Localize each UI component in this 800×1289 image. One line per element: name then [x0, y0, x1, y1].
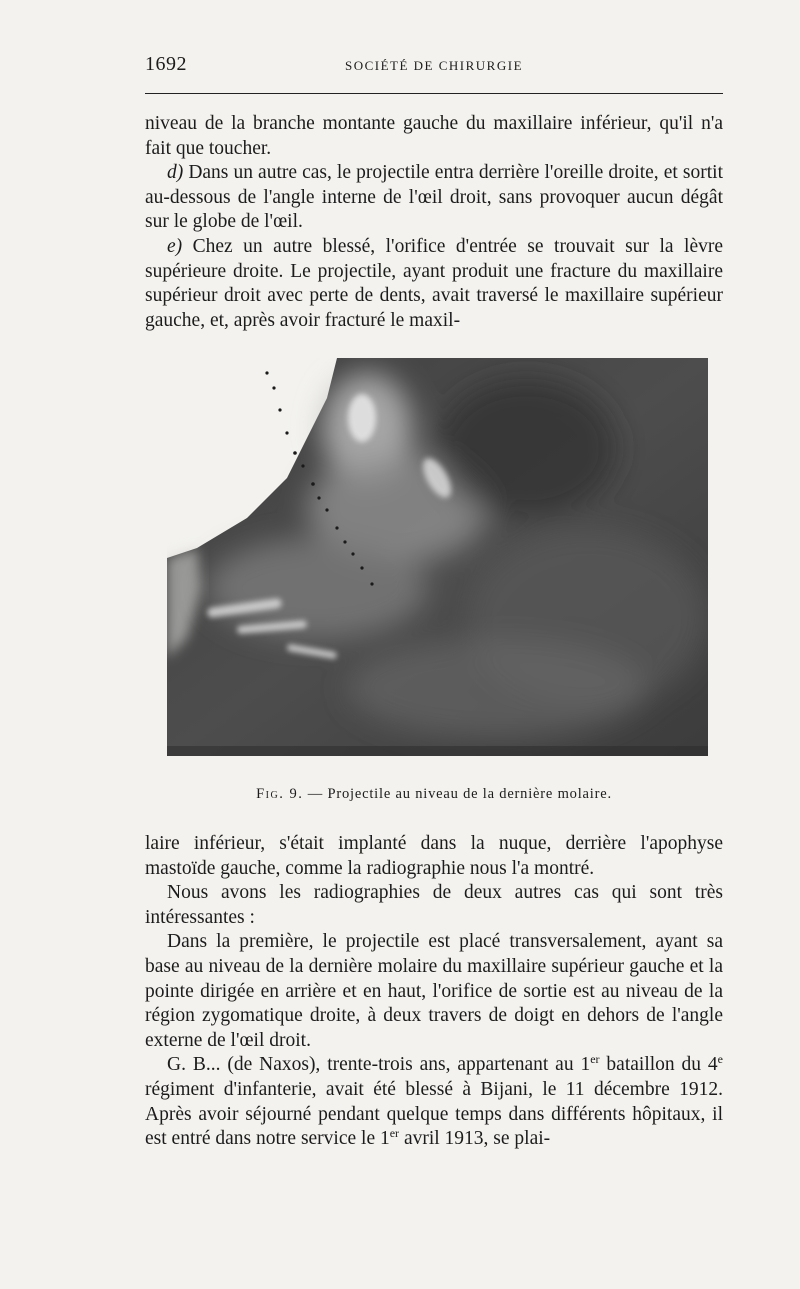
paragraph-text: Chez un autre blessé, l'orifice d'entrée se trouvait sur la lèvre supérieure droite. Le projectile, ayant produit une fracture du maxillaire supérieur droit avec perte de dents, avait traversé le maxillaire supérieur gauche, et, après avoir fracturé le maxil-: [145, 235, 723, 331]
radiograph-figure: [167, 358, 708, 756]
paragraph-text: bataillon du 4: [599, 1054, 718, 1076]
item-label: d): [167, 162, 184, 184]
running-head: SOCIÉTÉ DE CHIRURGIE: [344, 58, 524, 73]
figure-caption-text: — Projectile au niveau de la dernière molaire.: [303, 786, 612, 802]
paragraph-text: Dans un autre cas, le projectile entra derrière l'oreille droite, et sortit au-dessous de l'angle interne de l'œil droit, sans provoquer aucun dégât sur le globe de l'œil.: [145, 162, 723, 233]
paragraph: niveau de la branche montante gauche du maxillaire inférieur, qu'il n'a fait que toucher.: [145, 113, 723, 159]
superscript: er: [590, 1052, 600, 1067]
figure-caption: [145, 786, 723, 803]
paragraph-text: régiment d'infanterie, avait été blessé à Bijani, le 11 décembre 1912. Après avoir séjourné pendant quelque temps dans différents hôpitaux, il est entré dans notre service le 1: [145, 1078, 723, 1150]
paragraph-text: G. B... (de Naxos), trente-trois ans, appartenant au 1: [167, 1054, 591, 1076]
item-label: e): [167, 235, 183, 257]
paragraph-text: avril 1913, se plai-: [399, 1128, 551, 1150]
figure-label: Fig. 9.: [256, 786, 304, 802]
paragraph: Nous avons les radiographies de deux autres cas qui sont très intéressantes :: [145, 882, 723, 928]
superscript: e: [717, 1052, 723, 1067]
bottom-text-block: [145, 832, 723, 1152]
paragraph: Dans la première, le projectile est placé transversalement, ayant sa base au niveau de la dernière molaire du maxillaire supérieur gauche et la pointe dirigée en arrière et en haut, l'orifice de sortie est au niveau de la région zygomatique droite, à deux travers de doigt en dehors de l'angle externe de l'œil droit.: [145, 931, 723, 1051]
superscript: er: [389, 1126, 400, 1141]
paragraph: [145, 1053, 723, 1151]
paragraph: [145, 235, 723, 333]
paragraph: laire inférieur, s'était implanté dans la nuque, derrière l'apophyse mastoïde gauche, comme la radiographie nous l'a montré.: [145, 833, 723, 879]
page-number: 1692: [145, 53, 187, 75]
paragraph: [145, 161, 723, 235]
top-text-block: [145, 112, 723, 333]
page-header: [145, 53, 723, 83]
header-rule: [145, 93, 723, 94]
